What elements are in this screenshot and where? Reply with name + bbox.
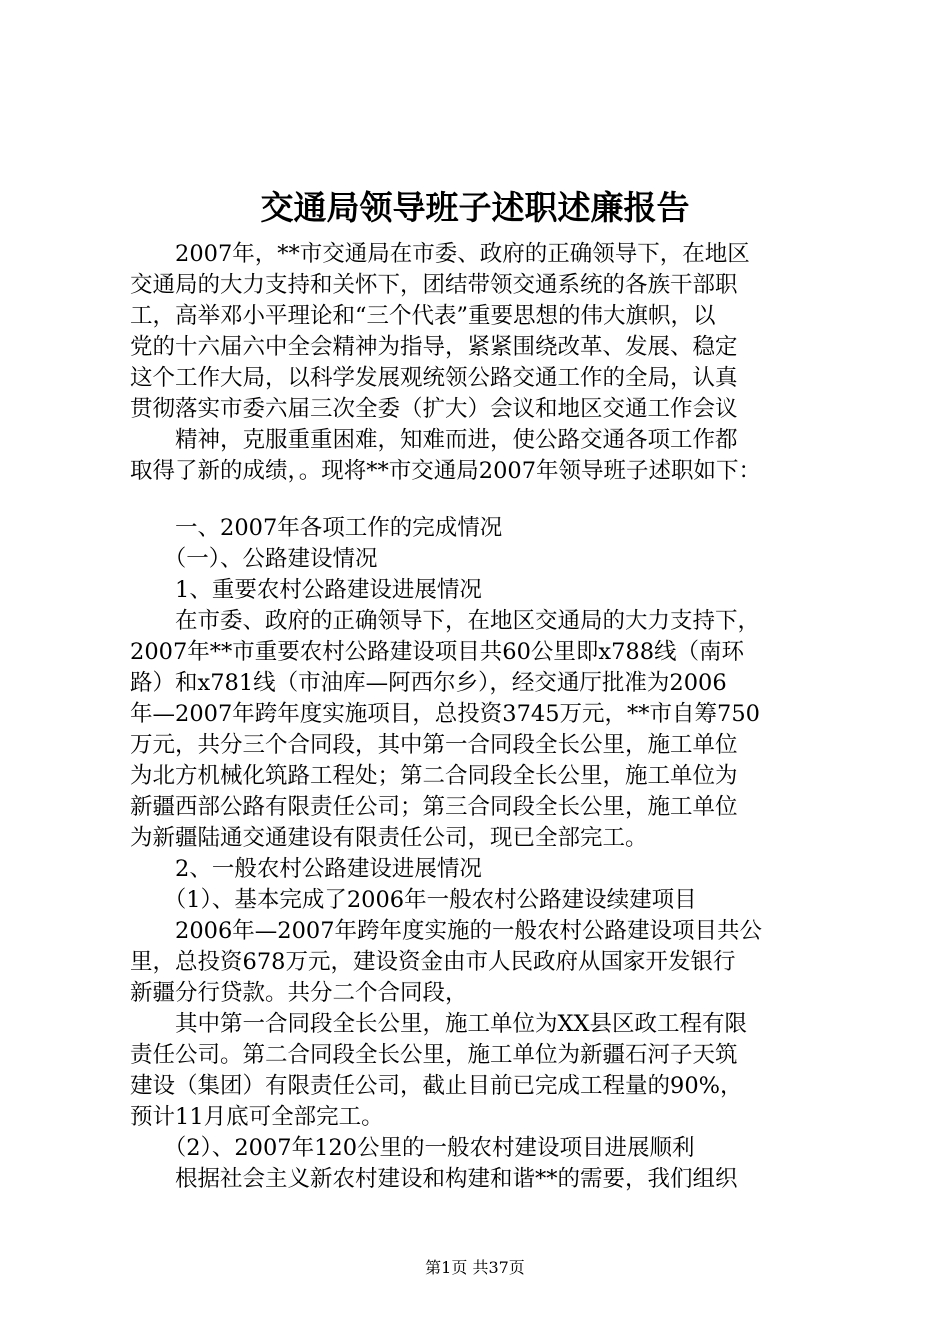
body-line: 责任公司。第二合同段全长公里，施工单位为新疆石河子天筑 xyxy=(130,1042,738,1068)
body-line: 里，总投资678万元，建设资金由市人民政府从国家开发银行 xyxy=(130,949,736,975)
body-line: 取得了新的成绩，。现将**市交通局2007年领导班子述职如下： xyxy=(130,458,762,484)
body-line: 年—2007年跨年度实施项目，总投资3745万元，**市自筹750 xyxy=(130,701,760,727)
document-title: 交通局领导班子述职述廉报告 xyxy=(260,188,690,227)
body-line: 预计11月底可全部完工。 xyxy=(130,1104,384,1130)
body-line: 在市委、政府的正确领导下，在地区交通局的大力支持下， xyxy=(130,608,761,634)
body-line: 这个工作大局，以科学发展观统领公路交通工作的全局，认真 xyxy=(130,365,738,391)
sub-item-heading: （1）、基本完成了2006年一般农村公路建设续建项目 xyxy=(130,887,697,913)
sub-item-heading: （2）、2007年120公里的一般农村建设项目进展顺利 xyxy=(130,1135,695,1161)
body-line: 2006年—2007年跨年度实施的一般农村公路建设项目共公 xyxy=(130,918,763,944)
item-heading: 1、重要农村公路建设进展情况 xyxy=(130,577,482,603)
item-heading: 2、一般农村公路建设进展情况 xyxy=(130,856,482,882)
body-line: 2007年**市重要农村公路建设项目共60公里即x788线（南环 xyxy=(130,639,745,665)
body-line: 路）和x781线（市油库—阿西尔乡），经交通厅批准为2006 xyxy=(130,670,727,696)
subsection-heading: （一）、公路建设情况 xyxy=(130,546,378,572)
body-line: 新疆分行贷款。共分二个合同段， xyxy=(130,980,468,1006)
body-line: 新疆西部公路有限责任公司；第三合同段全长公里，施工单位 xyxy=(130,794,738,820)
body-line: 为新疆陆通交通建设有限责任公司，现已全部完工。 xyxy=(130,825,648,851)
section-heading: 一、2007年各项工作的完成情况 xyxy=(130,515,503,541)
body-line: 党的十六届六中全会精神为指导，紧紧围绕改革、发展、稳定 xyxy=(130,334,738,360)
body-line: 工，高举邓小平理论和“三个代表”重要思想的伟大旗帜，以 xyxy=(130,303,716,329)
body-line: 交通局的大力支持和关怀下，团结带领交通系统的各族干部职 xyxy=(130,272,738,298)
body-line: 精神，克服重重困难，知难而进，使公路交通各项工作都 xyxy=(130,427,738,453)
body-line: 贯彻落实市委六届三次全委（扩大）会议和地区交通工作会议 xyxy=(130,396,738,422)
page-footer: 第1页 共37页 xyxy=(425,1258,525,1277)
body-line: 2007年，**市交通局在市委、政府的正确领导下，在地区 xyxy=(130,241,750,267)
body-line: 根据社会主义新农村建设和构建和谐**的需要，我们组织 xyxy=(130,1166,738,1192)
body-line: 为北方机械化筑路工程处；第二合同段全长公里，施工单位为 xyxy=(130,763,738,789)
body-line: 万元，共分三个合同段，其中第一合同段全长公里，施工单位 xyxy=(130,732,738,758)
body-line: 建设（集团）有限责任公司，截止目前已完成工程量的90%， xyxy=(130,1073,743,1099)
body-line: 其中第一合同段全长公里，施工单位为XX县区政工程有限 xyxy=(130,1011,748,1037)
